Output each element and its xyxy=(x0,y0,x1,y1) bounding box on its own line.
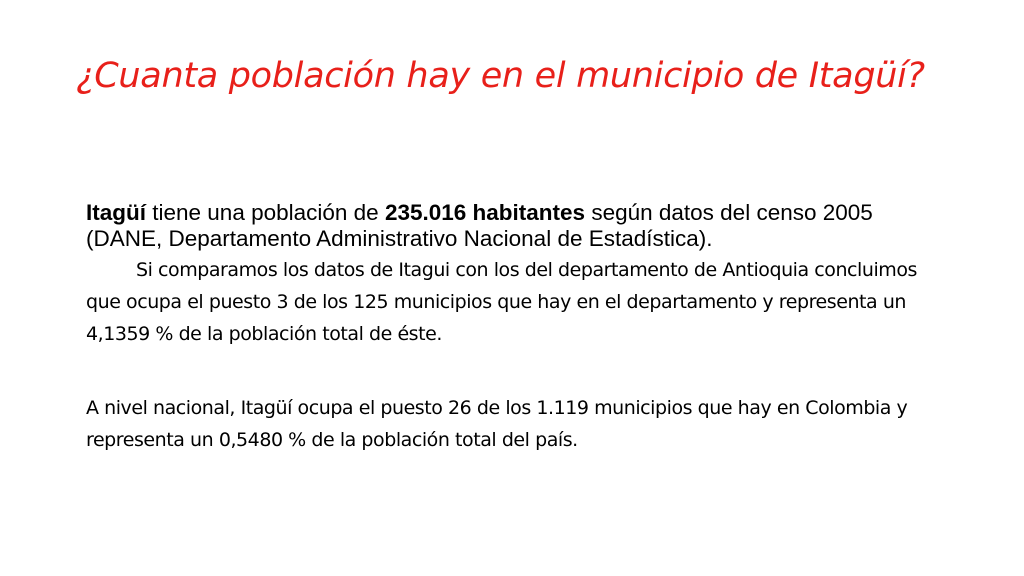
department-comparison-paragraph xyxy=(86,254,946,350)
population-count: 235.016 habitantes xyxy=(384,200,586,225)
municipality-name: Itagüí xyxy=(86,200,146,225)
population-paragraph xyxy=(86,200,946,252)
population-text-a: tiene una población de xyxy=(146,200,385,225)
slide-title: ¿Cuanta población hay en el municipio de Itagüí? xyxy=(76,56,925,96)
slide-body xyxy=(86,200,946,456)
department-comparison-text: Si comparamos los datos de Itagui con los del departamento de Antioquia concluimos que ocupa el puesto 3 de los 125 municipios que hay en el departamento y representa un 4,1359 % de la población total de éste. xyxy=(86,259,917,345)
population-text-b: según datos del censo 2005 (DANE, Departamento Administrativo Nacional de Estadística). xyxy=(86,200,873,251)
national-comparison-paragraph: A nivel nacional, Itagüí ocupa el puesto 26 de los 1.119 municipios que hay en Colombia y representa un 0,5480 % de la población total del país. xyxy=(86,397,908,451)
